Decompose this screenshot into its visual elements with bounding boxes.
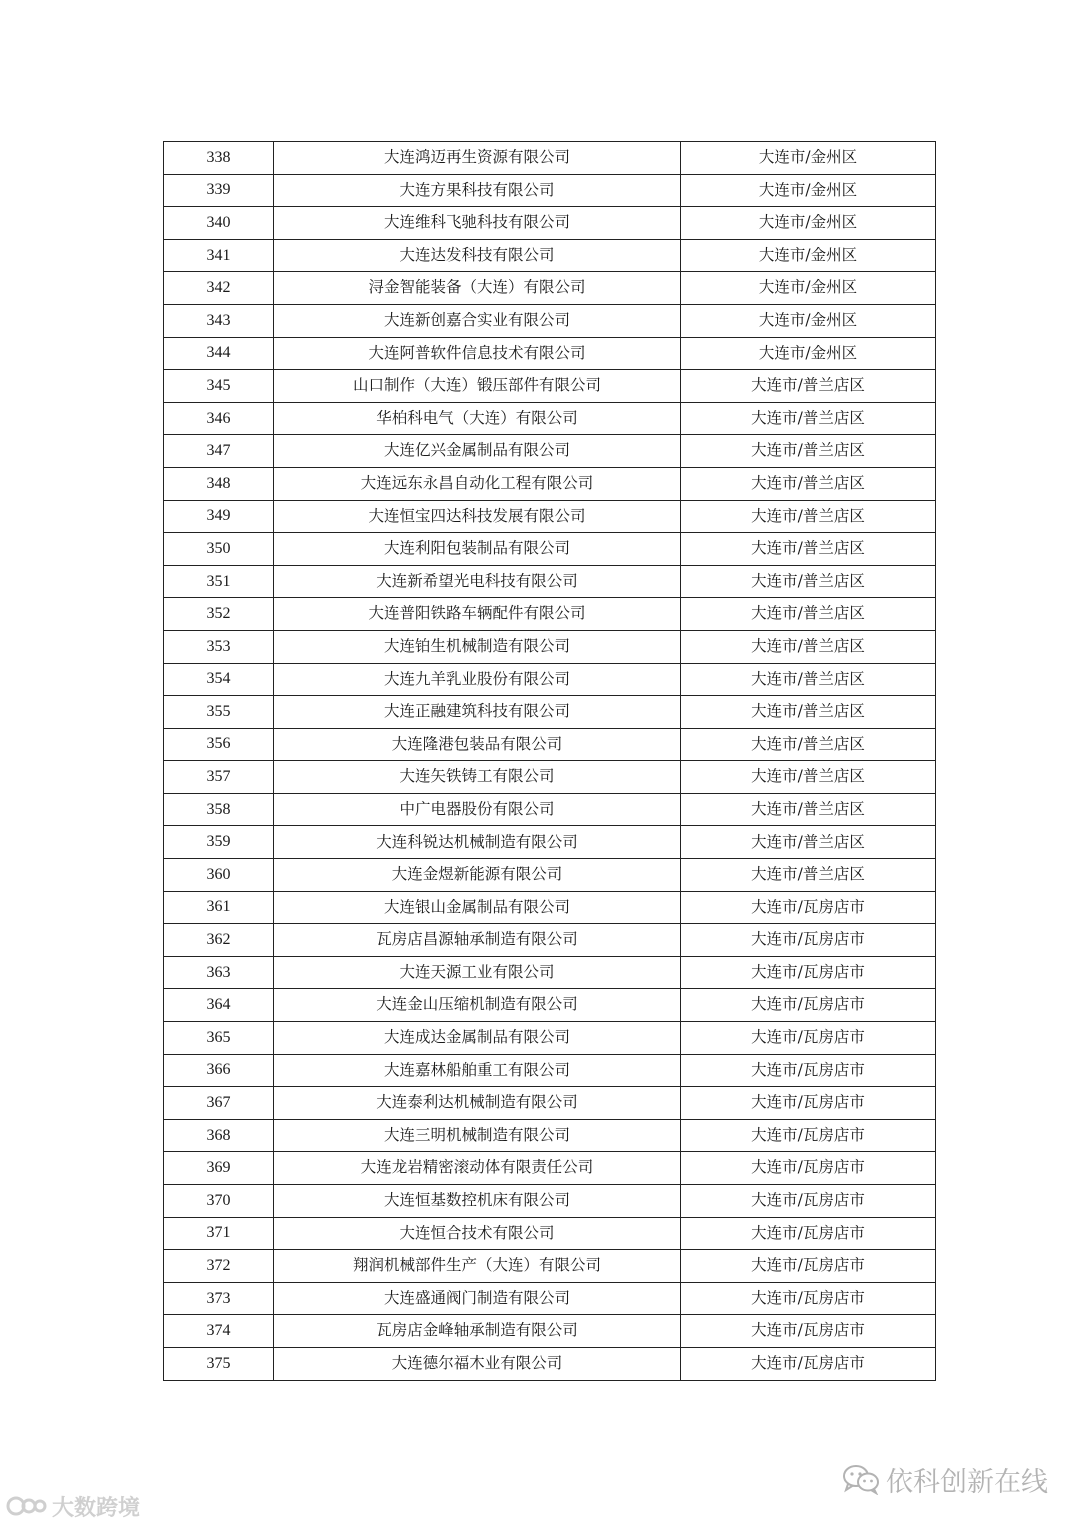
table-row [164,304,936,337]
brand-watermark [6,1490,140,1522]
table-row [164,370,936,403]
row-number-cell: 346 [164,402,274,435]
table-row [164,533,936,566]
table-row [164,1347,936,1380]
location-cell: 大连市/金州区 [681,304,936,337]
company-name-cell: 中广电器股份有限公司 [274,793,681,826]
row-number-cell: 352 [164,598,274,631]
location-cell: 大连市/普兰店区 [681,533,936,566]
table-row [164,1282,936,1315]
table-row [164,207,936,240]
company-name-cell: 大连阿普软件信息技术有限公司 [274,337,681,370]
table-row [164,859,936,892]
wechat-icon [842,1463,880,1495]
company-name-cell: 大连嘉林船舶重工有限公司 [274,1054,681,1087]
table-body [164,142,936,1381]
location-cell: 大连市/瓦房店市 [681,924,936,957]
table-row [164,924,936,957]
row-number-cell: 342 [164,272,274,305]
row-number-cell: 358 [164,793,274,826]
company-name-cell: 大连利阳包装制品有限公司 [274,533,681,566]
row-number-cell: 369 [164,1152,274,1185]
watermark-left-text: 大数跨境 [52,1495,141,1521]
row-number-cell: 341 [164,239,274,272]
row-number-cell: 367 [164,1087,274,1120]
row-number-cell: 371 [164,1217,274,1250]
company-name-cell: 大连恒基数控机床有限公司 [274,1185,681,1218]
location-cell: 大连市/普兰店区 [681,728,936,761]
row-number-cell: 339 [164,174,274,207]
location-cell: 大连市/瓦房店市 [681,1185,936,1218]
company-name-cell: 大连德尔福木业有限公司 [274,1347,681,1380]
company-name-cell: 华柏科电气（大连）有限公司 [274,402,681,435]
row-number-cell: 344 [164,337,274,370]
table-row [164,891,936,924]
company-name-cell: 大连正融建筑科技有限公司 [274,696,681,729]
row-number-cell: 373 [164,1282,274,1315]
table-row [164,696,936,729]
row-number-cell: 364 [164,989,274,1022]
row-number-cell: 355 [164,696,274,729]
location-cell: 大连市/瓦房店市 [681,1315,936,1348]
location-cell: 大连市/瓦房店市 [681,956,936,989]
table-row [164,826,936,859]
table-row [164,467,936,500]
wechat-account-watermark [842,1461,1048,1497]
table-row [164,989,936,1022]
location-cell: 大连市/普兰店区 [681,859,936,892]
company-name-cell: 山口制作（大连）锻压部件有限公司 [274,370,681,403]
table-row [164,761,936,794]
row-number-cell: 348 [164,467,274,500]
company-name-cell: 大连科锐达机械制造有限公司 [274,826,681,859]
row-number-cell: 365 [164,1022,274,1055]
table-row [164,1054,936,1087]
row-number-cell: 362 [164,924,274,957]
table-row [164,793,936,826]
company-name-cell: 大连鸿迈再生资源有限公司 [274,142,681,175]
watermark-right-text: 依科创新在线 [886,1466,1048,1498]
row-number-cell: 351 [164,565,274,598]
company-name-cell: 浔金智能装备（大连）有限公司 [274,272,681,305]
row-number-cell: 349 [164,500,274,533]
company-name-cell: 大连龙岩精密滚动体有限责任公司 [274,1152,681,1185]
company-name-cell: 大连盛通阀门制造有限公司 [274,1282,681,1315]
row-number-cell: 347 [164,435,274,468]
company-name-cell: 大连新创嘉合实业有限公司 [274,304,681,337]
location-cell: 大连市/金州区 [681,239,936,272]
location-cell: 大连市/普兰店区 [681,598,936,631]
table-row [164,728,936,761]
location-cell: 大连市/瓦房店市 [681,891,936,924]
location-cell: 大连市/瓦房店市 [681,1250,936,1283]
row-number-cell: 368 [164,1119,274,1152]
row-number-cell: 370 [164,1185,274,1218]
row-number-cell: 356 [164,728,274,761]
company-name-cell: 大连天源工业有限公司 [274,956,681,989]
row-number-cell: 354 [164,663,274,696]
table-row [164,239,936,272]
table-row [164,598,936,631]
row-number-cell: 359 [164,826,274,859]
table-row [164,272,936,305]
table-row [164,1152,936,1185]
table-row [164,1022,936,1055]
location-cell: 大连市/普兰店区 [681,467,936,500]
company-name-cell: 大连恒合技术有限公司 [274,1217,681,1250]
table-row [164,956,936,989]
table-row [164,630,936,663]
location-cell: 大连市/金州区 [681,174,936,207]
row-number-cell: 374 [164,1315,274,1348]
location-cell: 大连市/金州区 [681,337,936,370]
company-name-cell: 大连银山金属制品有限公司 [274,891,681,924]
location-cell: 大连市/金州区 [681,207,936,240]
location-cell: 大连市/普兰店区 [681,826,936,859]
location-cell: 大连市/普兰店区 [681,500,936,533]
row-number-cell: 350 [164,533,274,566]
row-number-cell: 343 [164,304,274,337]
location-cell: 大连市/普兰店区 [681,565,936,598]
table-row [164,402,936,435]
location-cell: 大连市/普兰店区 [681,793,936,826]
location-cell: 大连市/普兰店区 [681,630,936,663]
row-number-cell: 372 [164,1250,274,1283]
company-name-cell: 大连新希望光电科技有限公司 [274,565,681,598]
table-row [164,1119,936,1152]
location-cell: 大连市/瓦房店市 [681,1022,936,1055]
company-name-cell: 大连金煜新能源有限公司 [274,859,681,892]
row-number-cell: 375 [164,1347,274,1380]
table-row [164,1087,936,1120]
table-row [164,663,936,696]
company-name-cell: 瓦房店昌源轴承制造有限公司 [274,924,681,957]
company-name-cell: 大连方果科技有限公司 [274,174,681,207]
location-cell: 大连市/金州区 [681,272,936,305]
location-cell: 大连市/瓦房店市 [681,1282,936,1315]
company-name-cell: 大连成达金属制品有限公司 [274,1022,681,1055]
location-cell: 大连市/瓦房店市 [681,1119,936,1152]
brand-logo-icon [6,1492,48,1520]
row-number-cell: 366 [164,1054,274,1087]
location-cell: 大连市/瓦房店市 [681,1087,936,1120]
table-row [164,1250,936,1283]
company-name-cell: 大连恒宝四达科技发展有限公司 [274,500,681,533]
company-name-cell: 大连普阳铁路车辆配件有限公司 [274,598,681,631]
location-cell: 大连市/普兰店区 [681,402,936,435]
company-name-cell: 大连金山压缩机制造有限公司 [274,989,681,1022]
location-cell: 大连市/普兰店区 [681,761,936,794]
location-cell: 大连市/瓦房店市 [681,1054,936,1087]
company-name-cell: 大连九羊乳业股份有限公司 [274,663,681,696]
company-name-cell: 大连泰利达机械制造有限公司 [274,1087,681,1120]
company-name-cell: 大连亿兴金属制品有限公司 [274,435,681,468]
table-row [164,1185,936,1218]
table-row [164,565,936,598]
table-row [164,1217,936,1250]
location-cell: 大连市/普兰店区 [681,370,936,403]
location-cell: 大连市/普兰店区 [681,663,936,696]
location-cell: 大连市/瓦房店市 [681,989,936,1022]
table-row [164,1315,936,1348]
company-name-cell: 大连铂生机械制造有限公司 [274,630,681,663]
location-cell: 大连市/普兰店区 [681,435,936,468]
company-name-cell: 大连三明机械制造有限公司 [274,1119,681,1152]
company-name-cell: 大连隆港包装品有限公司 [274,728,681,761]
row-number-cell: 360 [164,859,274,892]
company-name-cell: 大连维科飞驰科技有限公司 [274,207,681,240]
location-cell: 大连市/普兰店区 [681,696,936,729]
row-number-cell: 340 [164,207,274,240]
row-number-cell: 361 [164,891,274,924]
table-row [164,500,936,533]
table-row [164,174,936,207]
row-number-cell: 363 [164,956,274,989]
row-number-cell: 357 [164,761,274,794]
location-cell: 大连市/瓦房店市 [681,1152,936,1185]
location-cell: 大连市/瓦房店市 [681,1347,936,1380]
company-name-cell: 大连矢铁铸工有限公司 [274,761,681,794]
company-name-cell: 瓦房店金峰轴承制造有限公司 [274,1315,681,1348]
table-row [164,435,936,468]
location-cell: 大连市/瓦房店市 [681,1217,936,1250]
row-number-cell: 338 [164,142,274,175]
company-table [163,141,936,1381]
location-cell: 大连市/金州区 [681,142,936,175]
table-row [164,142,936,175]
company-name-cell: 大连达发科技有限公司 [274,239,681,272]
table-row [164,337,936,370]
company-name-cell: 翔润机械部件生产（大连）有限公司 [274,1250,681,1283]
row-number-cell: 345 [164,370,274,403]
company-name-cell: 大连远东永昌自动化工程有限公司 [274,467,681,500]
row-number-cell: 353 [164,630,274,663]
